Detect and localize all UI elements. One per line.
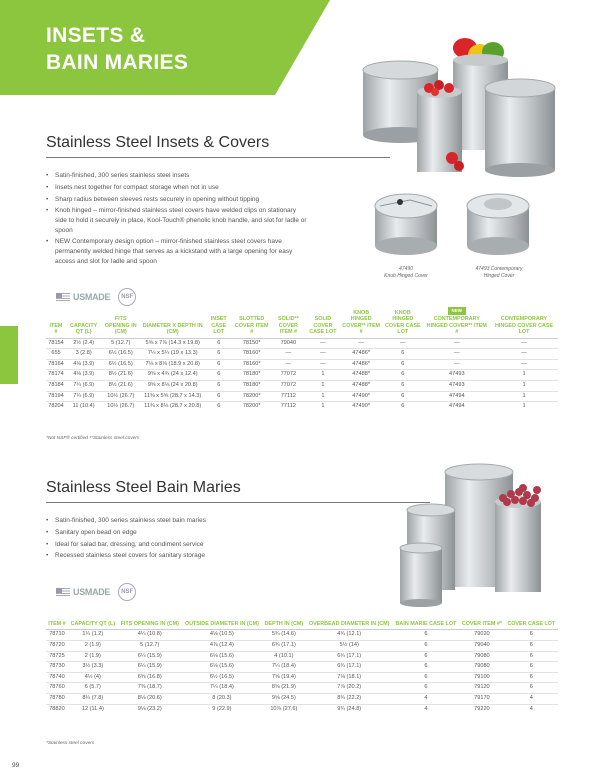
table-cell: —: [490, 359, 558, 370]
table-cell: —: [306, 349, 341, 360]
table-cell: 9⅝ x 4¾ (24 x 12.4): [140, 370, 205, 381]
table-row: [46, 641, 558, 652]
table-cell: 4: [393, 693, 460, 704]
table-cell: 9¾ (24.8): [306, 704, 393, 714]
col-header: BAIN MARIE CASE LOT: [393, 620, 460, 630]
bullet: • Satin-finished, 300 series stainless steel bain maries: [46, 516, 346, 526]
table-row: [46, 651, 558, 662]
table-row: [46, 402, 558, 412]
table-cell: 1: [490, 381, 558, 392]
table-cell: 6: [382, 402, 423, 412]
table-cell: 6: [393, 683, 460, 694]
table-cell: 11⅜ x 8⅛ (28.7 x 20.8): [140, 402, 205, 412]
table-cell: 6: [382, 391, 423, 402]
table-cell: 6: [205, 338, 232, 349]
table-cell: 6 (5.7): [68, 683, 118, 694]
table-cell: 4: [393, 704, 460, 714]
table-cell: 4 (10.1): [262, 651, 306, 662]
table-cell: 2½ (2.4): [66, 338, 101, 349]
table-cell: 10⅞ (27.6): [262, 704, 306, 714]
col-header: ITEM #: [46, 620, 68, 630]
table-cell: 9 (22.9): [182, 704, 262, 714]
section2-title: Stainless Steel Bain Maries: [46, 479, 241, 496]
table-cell: 5 (12.7): [101, 338, 140, 349]
table-cell: 1: [306, 381, 341, 392]
table-cell: 6: [205, 402, 232, 412]
table-cell: 1: [490, 391, 558, 402]
table-cell: 7¼ (6.9): [66, 391, 101, 402]
table-cell: 7⅜ (18.7): [118, 683, 182, 694]
table-cell: 4¼ (10.8): [118, 630, 182, 641]
table-cell: 79220: [459, 704, 504, 714]
table-cell: 2 (1.9): [68, 651, 118, 662]
col-header: SOLID** COVER ITEM #: [271, 306, 305, 338]
col-header: OVERBEAD DIAMETER IN (CM): [306, 620, 393, 630]
section1-footnote: *Not NSF® certified **Stainless steel covers: [46, 436, 140, 441]
table-cell: 6: [205, 359, 232, 370]
table-cell: 8⅛ (20.6): [118, 693, 182, 704]
table-cell: 4⅛ (10.5): [182, 630, 262, 641]
table-cell: 78740: [46, 672, 68, 683]
certification-logos: [56, 583, 136, 601]
bullet: • Sharp radius between sleeves rests securely in opening without tipping: [46, 195, 308, 205]
table-cell: 8 (20.3): [182, 693, 262, 704]
table-cell: 6: [205, 381, 232, 392]
side-tab: [0, 326, 18, 384]
table-cell: 78184: [46, 381, 66, 392]
table-row: [46, 381, 558, 392]
table-cell: 6: [382, 359, 423, 370]
table-cell: 6: [505, 672, 558, 683]
table-cell: 6¾ (17.1): [306, 651, 393, 662]
col-header: ITEM #: [46, 306, 66, 338]
table-cell: 5¾ (14.6): [262, 630, 306, 641]
table-cell: 8⅝ (21.9): [262, 683, 306, 694]
table-row: [46, 704, 558, 714]
col-header: INSET CASE LOT: [205, 306, 232, 338]
table-cell: 5½ (14): [306, 641, 393, 652]
table-cell: 47486*: [340, 349, 382, 360]
table-cell: 7⅞ (20.2): [306, 683, 393, 694]
table-cell: 6¼ (15.9): [118, 651, 182, 662]
table-cell: 6: [382, 349, 423, 360]
table-cell: 9⅝ x 8⅛ (24 x 20.8): [140, 381, 205, 392]
table-cell: 47490*: [340, 402, 382, 412]
nsf-logo: NSF: [118, 288, 136, 306]
table-cell: 6: [505, 630, 558, 641]
table-cell: —: [490, 349, 558, 360]
table-cell: 1: [490, 402, 558, 412]
table-cell: 79120: [459, 683, 504, 694]
table-cell: 78204: [46, 402, 66, 412]
table-cell: 6: [205, 391, 232, 402]
banner-title-line1: INSETS &: [46, 24, 146, 47]
col-header: SOLID COVER CASE LOT: [306, 306, 341, 338]
table-cell: 7¼ (18.4): [182, 683, 262, 694]
section2-footnote: *Stainless steel covers: [46, 741, 95, 746]
table-cell: 7⅛ (18.1): [306, 672, 393, 683]
section1-title: Stainless Steel Insets & Covers: [46, 134, 270, 151]
bullet: • Insets nest together for compact storage when not in use: [46, 183, 308, 193]
bain-maries-table-body: [46, 630, 558, 714]
table-cell: 78200*: [232, 402, 271, 412]
table-cell: 5 (12.7): [118, 641, 182, 652]
table-cell: 6½ (16.5): [101, 349, 140, 360]
table-row: [46, 359, 558, 370]
table-row: [46, 672, 558, 683]
certification-logos: [56, 288, 136, 306]
table-cell: 7⅝ (19.4): [262, 672, 306, 683]
table-cell: 6¼ (15.9): [118, 662, 182, 673]
table-cell: 8½ (21.6): [101, 381, 140, 392]
table-row: [46, 349, 558, 360]
table-cell: 6: [393, 641, 460, 652]
section1-bullets: [46, 171, 308, 268]
table-cell: 78174: [46, 370, 66, 381]
table-cell: 77112: [271, 391, 305, 402]
flag-icon: [56, 588, 70, 596]
table-cell: 9⅝ (24.5): [262, 693, 306, 704]
section1-rule: [46, 157, 390, 158]
table-cell: 6: [205, 349, 232, 360]
table-cell: 5⅝ x 7⅞ (14.3 x 19.8): [140, 338, 205, 349]
table-row: [46, 662, 558, 673]
table-cell: 78725: [46, 651, 68, 662]
flag-icon: [56, 293, 70, 301]
table-cell: 3½ (3.3): [68, 662, 118, 673]
table-cell: 6: [393, 651, 460, 662]
table-cell: 79100: [459, 672, 504, 683]
table-row: [46, 370, 558, 381]
table-cell: 655: [46, 349, 66, 360]
page-number: 99: [12, 762, 20, 769]
table-cell: 47488*: [340, 381, 382, 392]
table-row: [46, 693, 558, 704]
table-header-row: [46, 620, 558, 630]
table-cell: —: [424, 349, 490, 360]
table-cell: 2 (1.9): [68, 641, 118, 652]
table-cell: 6: [505, 683, 558, 694]
table-cell: 3 (2.8): [66, 349, 101, 360]
col-header: KNOB HINGED COVER CASE LOT: [382, 306, 423, 338]
table-cell: —: [271, 359, 305, 370]
table-cell: 6: [382, 381, 423, 392]
table-cell: 4⅛ (3.9): [66, 359, 101, 370]
section2-bullets: [46, 516, 346, 563]
knob-hinged-cover-photo: [370, 188, 442, 263]
bullet: • Recessed stainless steel covers for sanitary storage: [46, 551, 346, 561]
table-cell: 79080: [459, 651, 504, 662]
table-cell: 11⅜ x 5⅝ (28.7 x 14.3): [140, 391, 205, 402]
table-cell: 78200*: [232, 391, 271, 402]
table-cell: 6: [393, 672, 460, 683]
table-row: [46, 683, 558, 694]
table-cell: 78160*: [232, 349, 271, 360]
table-cell: —: [490, 338, 558, 349]
table-cell: 79170: [459, 693, 504, 704]
table-cell: 47488*: [340, 370, 382, 381]
col-header: DIAMETER X DEPTH IN (CM): [140, 306, 205, 338]
table-cell: 78194: [46, 391, 66, 402]
table-cell: 6: [382, 370, 423, 381]
table-cell: 78730: [46, 662, 68, 673]
table-cell: 4¾ (12.1): [306, 630, 393, 641]
table-cell: 47493: [424, 370, 490, 381]
table-cell: 6½ (16.5): [101, 359, 140, 370]
table-cell: 7¼ x 5¼ (19 x 13.3): [140, 349, 205, 360]
table-cell: 47486*: [340, 359, 382, 370]
table-cell: 78164: [46, 359, 66, 370]
bullet: • NEW Contemporary design option – mirror-finished stainless steel covers have permanently welded hinge that serves as a kickstand with a large opening for easy access and slot for ladle and spoon: [46, 237, 308, 266]
bain-maries-table: [46, 620, 558, 714]
table-cell: —: [340, 338, 382, 349]
table-cell: 4: [505, 693, 558, 704]
table-cell: 47493: [424, 381, 490, 392]
table-cell: —: [424, 338, 490, 349]
table-cell: 6: [393, 662, 460, 673]
bain-maries-photo: [395, 460, 545, 610]
new-badge: NEW: [448, 307, 467, 315]
table-cell: 79040: [271, 338, 305, 349]
col-header: FITS OPENING IN (CM): [118, 620, 182, 630]
table-cell: 1¼ (1.2): [68, 630, 118, 641]
table-cell: —: [271, 349, 305, 360]
table-cell: 4: [505, 704, 558, 714]
col-header: DEPTH IN (CM): [262, 620, 306, 630]
col-header: CONTEMPORARY HINGED COVER CASE LOT: [490, 306, 558, 338]
table-cell: —: [424, 359, 490, 370]
table-cell: 79080: [459, 662, 504, 673]
table-cell: 77112: [271, 402, 305, 412]
table-cell: 10½ (26.7): [101, 391, 140, 402]
table-cell: 8¼ (7.8): [68, 693, 118, 704]
table-cell: 7⅛ x 8⅛ (18.9 x 20.8): [140, 359, 205, 370]
contemporary-cover-caption: 47493 Contemporary Hinged Cover: [475, 266, 523, 279]
table-cell: 78160*: [232, 359, 271, 370]
table-cell: 78780: [46, 693, 68, 704]
col-header: SLOTTED COVER ITEM #: [232, 306, 271, 338]
table-cell: 78710: [46, 630, 68, 641]
col-header: COVER ITEM #*: [459, 620, 504, 630]
col-header-contemporary: NEW CONTEMPORARY HINGED COVER** ITEM #: [424, 306, 490, 338]
table-cell: 78760: [46, 683, 68, 694]
table-cell: 6⅛ (15.6): [182, 651, 262, 662]
col-header: OUTSIDE DIAMETER IN (CM): [182, 620, 262, 630]
table-row: [46, 338, 558, 349]
table-cell: 8½ (21.6): [101, 370, 140, 381]
table-cell: 6½ (16.5): [182, 672, 262, 683]
table-cell: 4⅛ (3.9): [66, 370, 101, 381]
bullet: • Knob hinged – mirror-finished stainless steel covers have welded clips on stationary side to hold it securely in place, Kool-Touch® phenolic knob handle, and slot for ladle or spoon: [46, 206, 308, 235]
table-cell: —: [306, 338, 341, 349]
table-cell: 47490*: [340, 391, 382, 402]
table-cell: 6: [393, 630, 460, 641]
table-cell: 11 (10.4): [66, 402, 101, 412]
contemporary-hinged-cover-photo: [462, 190, 534, 265]
table-cell: 78820: [46, 704, 68, 714]
nsf-logo: NSF: [118, 583, 136, 601]
table-cell: —: [306, 359, 341, 370]
table-cell: 6: [205, 370, 232, 381]
table-cell: 6¾ (17.1): [306, 662, 393, 673]
table-cell: 1: [306, 391, 341, 402]
table-row: [46, 630, 558, 641]
bullet: • Ideal for salad bar, dressing, and condiment service: [46, 540, 346, 550]
table-cell: 47494: [424, 402, 490, 412]
table-header-row: [46, 306, 558, 338]
col-header: KNOB HINGED COVER** ITEM #: [340, 306, 382, 338]
section-banner: [0, 0, 330, 95]
table-cell: 78154: [46, 338, 66, 349]
us-made-logo: USMADE: [56, 292, 110, 302]
col-header: CAPACITY QT (L): [68, 620, 118, 630]
us-made-logo: USMADE: [56, 587, 110, 597]
table-cell: 9⅛ (23.2): [118, 704, 182, 714]
table-cell: 1: [306, 370, 341, 381]
table-cell: 6: [505, 662, 558, 673]
col-header: CAPACITY QT (L): [66, 306, 101, 338]
bullet: • Satin-finished, 300 series stainless steel insets: [46, 171, 308, 181]
table-cell: 78180*: [232, 370, 271, 381]
bullet: • Sanitary open bead on edge: [46, 528, 346, 538]
table-cell: 77072: [271, 370, 305, 381]
table-row: [46, 391, 558, 402]
table-cell: 6¾ (17.1): [262, 641, 306, 652]
table-cell: 78720: [46, 641, 68, 652]
table-cell: 47494: [424, 391, 490, 402]
table-cell: 78150*: [232, 338, 271, 349]
table-cell: —: [382, 338, 423, 349]
table-cell: 7¼ (6.9): [66, 381, 101, 392]
section2-rule: [46, 502, 430, 503]
insets-table: [46, 306, 558, 412]
table-cell: 77072: [271, 381, 305, 392]
table-cell: 4⅞ (12.4): [182, 641, 262, 652]
table-cell: 79040: [459, 641, 504, 652]
col-header: FITS OPENING IN (CM): [101, 306, 140, 338]
insets-table-body: [46, 338, 558, 412]
col-header: COVER CASE LOT: [505, 620, 558, 630]
table-cell: 6: [505, 641, 558, 652]
knob-cover-caption: 47490 Knob Hinged Cover: [384, 266, 428, 279]
table-cell: 12 (11.4): [68, 704, 118, 714]
table-cell: 6: [505, 651, 558, 662]
table-cell: 4½ (4): [68, 672, 118, 683]
table-cell: 1: [306, 402, 341, 412]
table-cell: 7¼ (18.4): [262, 662, 306, 673]
table-cell: 6⅝ (16.8): [118, 672, 182, 683]
table-cell: 6⅛ (15.6): [182, 662, 262, 673]
table-cell: 79020: [459, 630, 504, 641]
banner-title: [46, 22, 188, 76]
table-cell: 10½ (26.7): [101, 402, 140, 412]
banner-title-line2: BAIN MARIES: [46, 51, 189, 74]
table-cell: 8¾ (22.2): [306, 693, 393, 704]
table-cell: 1: [490, 370, 558, 381]
table-cell: 78180*: [232, 381, 271, 392]
